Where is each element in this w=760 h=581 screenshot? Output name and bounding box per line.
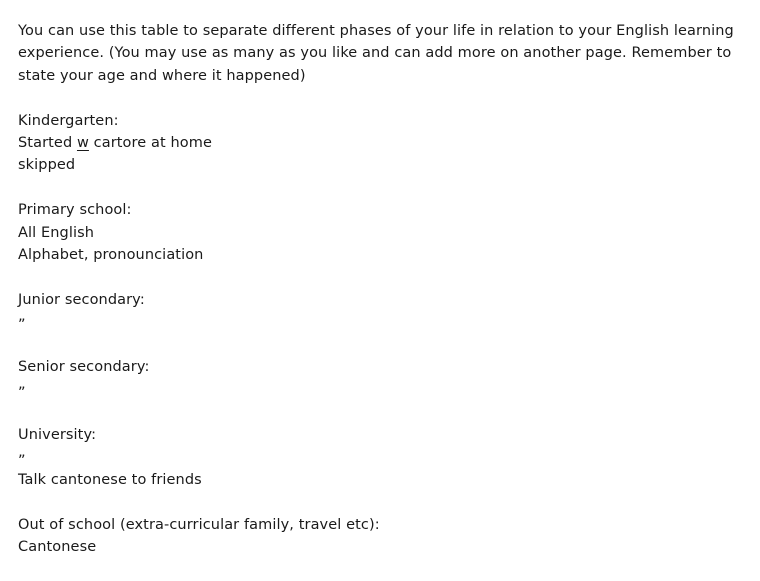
- ditto-mark: ”: [18, 317, 26, 334]
- section-entry: [18, 132, 748, 154]
- ditto-mark: ”: [18, 452, 26, 469]
- section-entry: Talk cantonese to friends: [18, 472, 202, 489]
- section-out-of-school: [18, 514, 748, 559]
- section-university: [18, 424, 748, 491]
- document-body: [18, 20, 748, 559]
- intro-line: You can use this table to separate different phases of your life in relation to your English learning: [18, 23, 734, 39]
- section-kindergarten: [18, 110, 748, 177]
- section-heading: Senior secondary:: [18, 359, 150, 376]
- entry-text: Started: [18, 134, 77, 151]
- underlined-text: w: [76, 134, 89, 151]
- section-senior-secondary: [18, 356, 748, 401]
- section-heading: Primary school:: [18, 202, 132, 219]
- section-heading: Junior secondary:: [18, 291, 145, 308]
- intro-line: experience. (You may use as many as you like and can add more on another page. Remember to: [18, 45, 732, 62]
- section-entry: skipped: [18, 157, 76, 174]
- section-heading: Kindergarten:: [18, 112, 119, 129]
- section-heading: University:: [18, 427, 97, 444]
- intro-line: state your age and where it happened): [18, 67, 306, 84]
- intro-paragraph: [18, 20, 748, 87]
- section-entry: Alphabet, pronounciation: [18, 246, 204, 263]
- entry-text: cartore at home: [88, 134, 212, 151]
- section-junior-secondary: [18, 289, 748, 334]
- ditto-mark: ”: [18, 384, 26, 401]
- section-entry: Cantonese: [18, 539, 97, 556]
- section-heading: Out of school (extra-curricular family, travel etc):: [18, 516, 380, 533]
- section-primary-school: [18, 199, 748, 266]
- section-entry: All English: [18, 224, 95, 241]
